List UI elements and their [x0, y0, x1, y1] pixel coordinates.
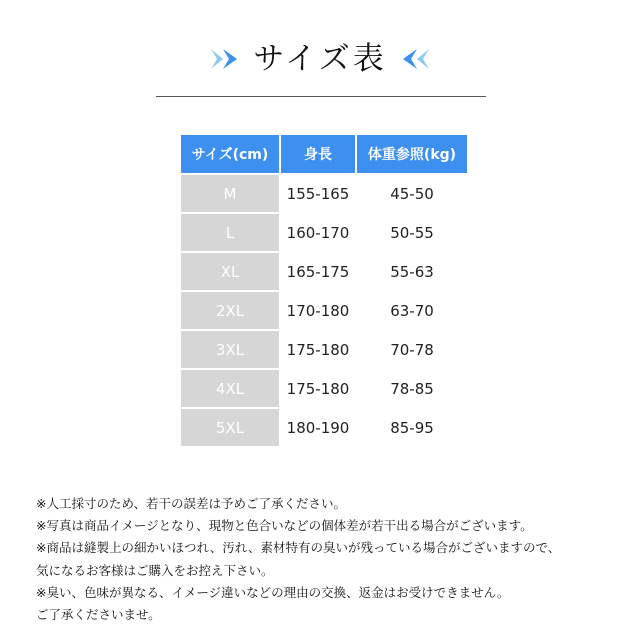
weight-cell: 78-85 [390, 379, 434, 398]
title-divider [156, 96, 486, 97]
header-height: 身長 [281, 135, 355, 173]
size-table [179, 133, 469, 448]
size-cell: L [181, 214, 279, 251]
height-cell: 155-165 [286, 184, 350, 203]
table-row [181, 175, 467, 212]
size-cell: 2XL [181, 292, 279, 329]
note-line: ご了承くださいませ。 [36, 607, 161, 623]
note-line: ※人工採寸のため、若干の誤差は予めご了承ください。 [36, 496, 346, 511]
size-cell: 4XL [181, 370, 279, 407]
notes-section [36, 493, 626, 626]
size-cell: M [181, 175, 279, 212]
weight-cell: 85-95 [390, 418, 434, 437]
height-cell: 170-180 [286, 301, 350, 320]
table-row [181, 331, 467, 368]
table-row [181, 253, 467, 290]
note-line: ※写真は商品イメージとなり、現物と色合いなどの個体差が若干出る場合がございます。 [36, 518, 533, 534]
size-cell: 5XL [181, 409, 279, 446]
height-cell: 160-170 [286, 223, 350, 242]
weight-cell: 55-63 [390, 262, 434, 281]
weight-cell: 63-70 [390, 301, 434, 320]
height-cell: 165-175 [286, 262, 350, 281]
note-line: ※臭い、色味が異なる、イメージ違いなどの理由の交換、返金はお受けできません。 [36, 584, 510, 600]
weight-cell: 45-50 [390, 184, 434, 203]
table-row [181, 292, 467, 329]
chevron-right-icon [209, 47, 243, 71]
height-cell: 175-180 [286, 379, 350, 398]
chevron-left-icon [397, 47, 431, 71]
header-size: サイズ(cm) [181, 135, 279, 173]
table-row [181, 409, 467, 446]
weight-cell: 50-55 [390, 223, 434, 242]
size-cell: XL [181, 253, 279, 290]
table-header-row [181, 135, 467, 173]
table-row [181, 214, 467, 251]
note-line: ※商品は縫製上の細かいほつれ、汚れ、素材特有の臭いが残っている場合がございますので、 [36, 540, 561, 556]
size-cell: 3XL [181, 331, 279, 368]
height-cell: 180-190 [286, 418, 350, 437]
note-line: 気になるお客様はご購入をお控え下さい。 [36, 562, 274, 578]
table-row [181, 370, 467, 407]
height-cell: 175-180 [286, 340, 350, 359]
weight-cell: 70-78 [390, 340, 434, 359]
header-weight: 体重参照(kg) [357, 135, 467, 173]
page-title: サイズ表 [253, 40, 387, 77]
title-section [0, 34, 640, 84]
